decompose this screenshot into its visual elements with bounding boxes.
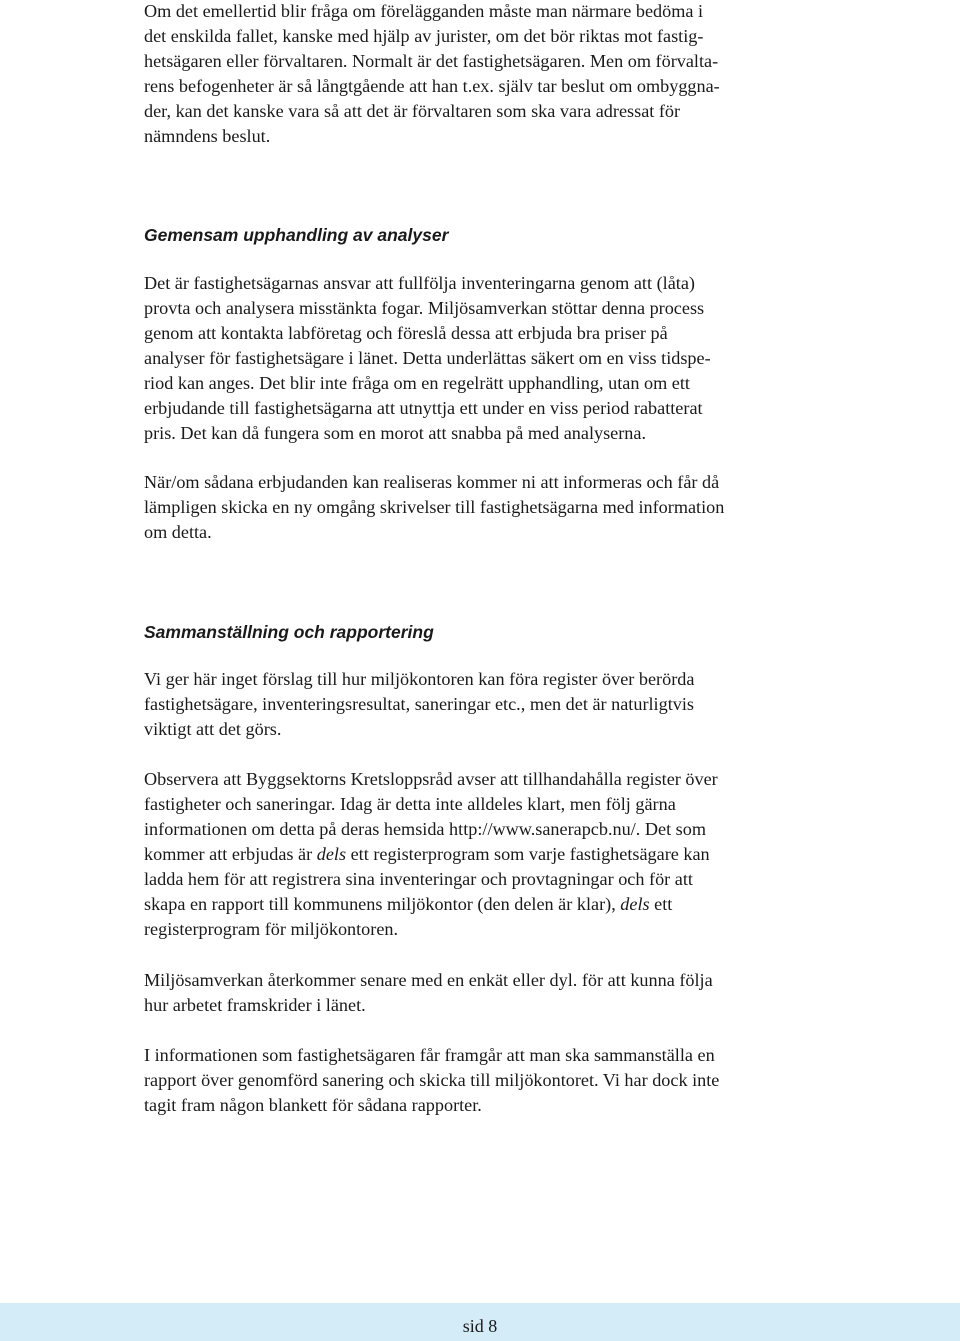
text-line: Vi ger här inget förslag till hur miljökontoren kan föra register över berörda — [144, 669, 695, 689]
intro-paragraph — [144, 0, 720, 149]
text-segment: skapa en rapport till kommunens miljökontor (den delen är klar), — [144, 894, 621, 914]
emphasis-text: dels — [316, 844, 347, 864]
rapportering-paragraph-1 — [144, 667, 694, 742]
text-line — [144, 842, 718, 867]
rapportering-paragraph-2 — [144, 767, 718, 942]
text-line: provta och analysera misstänkta fogar. Miljösamverkan stöttar denna process — [144, 298, 705, 318]
text-line: fastigheter och saneringar. Idag är detta inte alldeles klart, men följ gärna — [144, 794, 676, 814]
text-segment: ett registerprogram som varje fastighetsägare kan — [346, 844, 710, 864]
text-line: Miljösamverkan återkommer senare med en enkät eller dyl. för att kunna följa — [144, 970, 713, 990]
text-line: rens befogenheter är så långtgående att han t.ex. själv tar beslut om ombyggna- — [144, 76, 720, 96]
section-heading-rapportering: Sammanställning och rapportering — [144, 622, 434, 642]
text-line: fastighetsägare, inventeringsresultat, saneringar etc., men det är naturligtvis — [144, 694, 694, 714]
text-line: viktigt att det görs. — [144, 719, 282, 739]
analyser-paragraph-1 — [144, 271, 711, 446]
text-line: rapport över genomförd sanering och skicka till miljökontoret. Vi har dock inte — [144, 1070, 720, 1090]
text-line: pris. Det kan då fungera som en morot att snabba på med analyserna. — [144, 423, 647, 443]
text-line: erbjudande till fastighetsägarna att utnyttja ett under en viss period rabatterat — [144, 398, 703, 418]
text-line: genom att kontakta labföretag och föreslå dessa att erbjuda bra priser på — [144, 323, 668, 343]
text-line — [144, 892, 718, 917]
text-line: analyser för fastighetsägare i länet. Detta underlättas säkert om en viss tidspe- — [144, 348, 711, 368]
text-line: Om det emellertid blir fråga om förelägganden måste man närmare bedöma i — [144, 1, 704, 21]
text-line: lämpligen skicka en ny omgång skrivelser till fastighetsägarna med information — [144, 497, 725, 517]
analyser-paragraph-2 — [144, 470, 724, 545]
section-heading-analyser: Gemensam upphandling av analyser — [144, 225, 449, 245]
text-line: om detta. — [144, 522, 212, 542]
text-line: När/om sådana erbjudanden kan realiseras kommer ni att informeras och får då — [144, 472, 720, 492]
page-number: sid 8 — [462, 1316, 498, 1336]
text-line: hur arbetet framskrider i länet. — [144, 995, 366, 1015]
text-line: I informationen som fastighetsägaren får framgår att man ska sammanställa en — [144, 1045, 715, 1065]
text-line: tagit fram någon blankett för sådana rapporter. — [144, 1095, 482, 1115]
text-line: registerprogram för miljökontoren. — [144, 919, 399, 939]
rapportering-paragraph-4 — [144, 1043, 719, 1118]
text-line: det enskilda fallet, kanske med hjälp av jurister, om det bör riktas mot fastig- — [144, 26, 704, 46]
emphasis-text: dels — [620, 894, 650, 914]
text-line: riod kan anges. Det blir inte fråga om en regelrätt upphandling, utan om ett — [144, 373, 690, 393]
text-line: hetsägaren eller förvaltaren. Normalt är det fastighetsägaren. Men om förvalta- — [144, 51, 719, 71]
rapportering-paragraph-3 — [144, 968, 713, 1018]
text-line: informationen om detta på deras hemsida http://www.sanerapcb.nu/. Det som — [144, 819, 706, 839]
text-line: Observera att Byggsektorns Kretsloppsråd avser att tillhandahålla register över — [144, 769, 718, 789]
text-line: der, kan det kanske vara så att det är förvaltaren som ska vara adressat för — [144, 101, 681, 121]
text-segment: kommer att erbjudas är — [144, 844, 317, 864]
text-segment: ett — [649, 894, 673, 914]
text-line: nämndens beslut. — [144, 126, 271, 146]
text-line: Det är fastighetsägarnas ansvar att fullfölja inventeringarna genom att (låta) — [144, 273, 695, 293]
text-line: ladda hem för att registrera sina inventeringar och provtagningar och för att — [144, 869, 693, 889]
